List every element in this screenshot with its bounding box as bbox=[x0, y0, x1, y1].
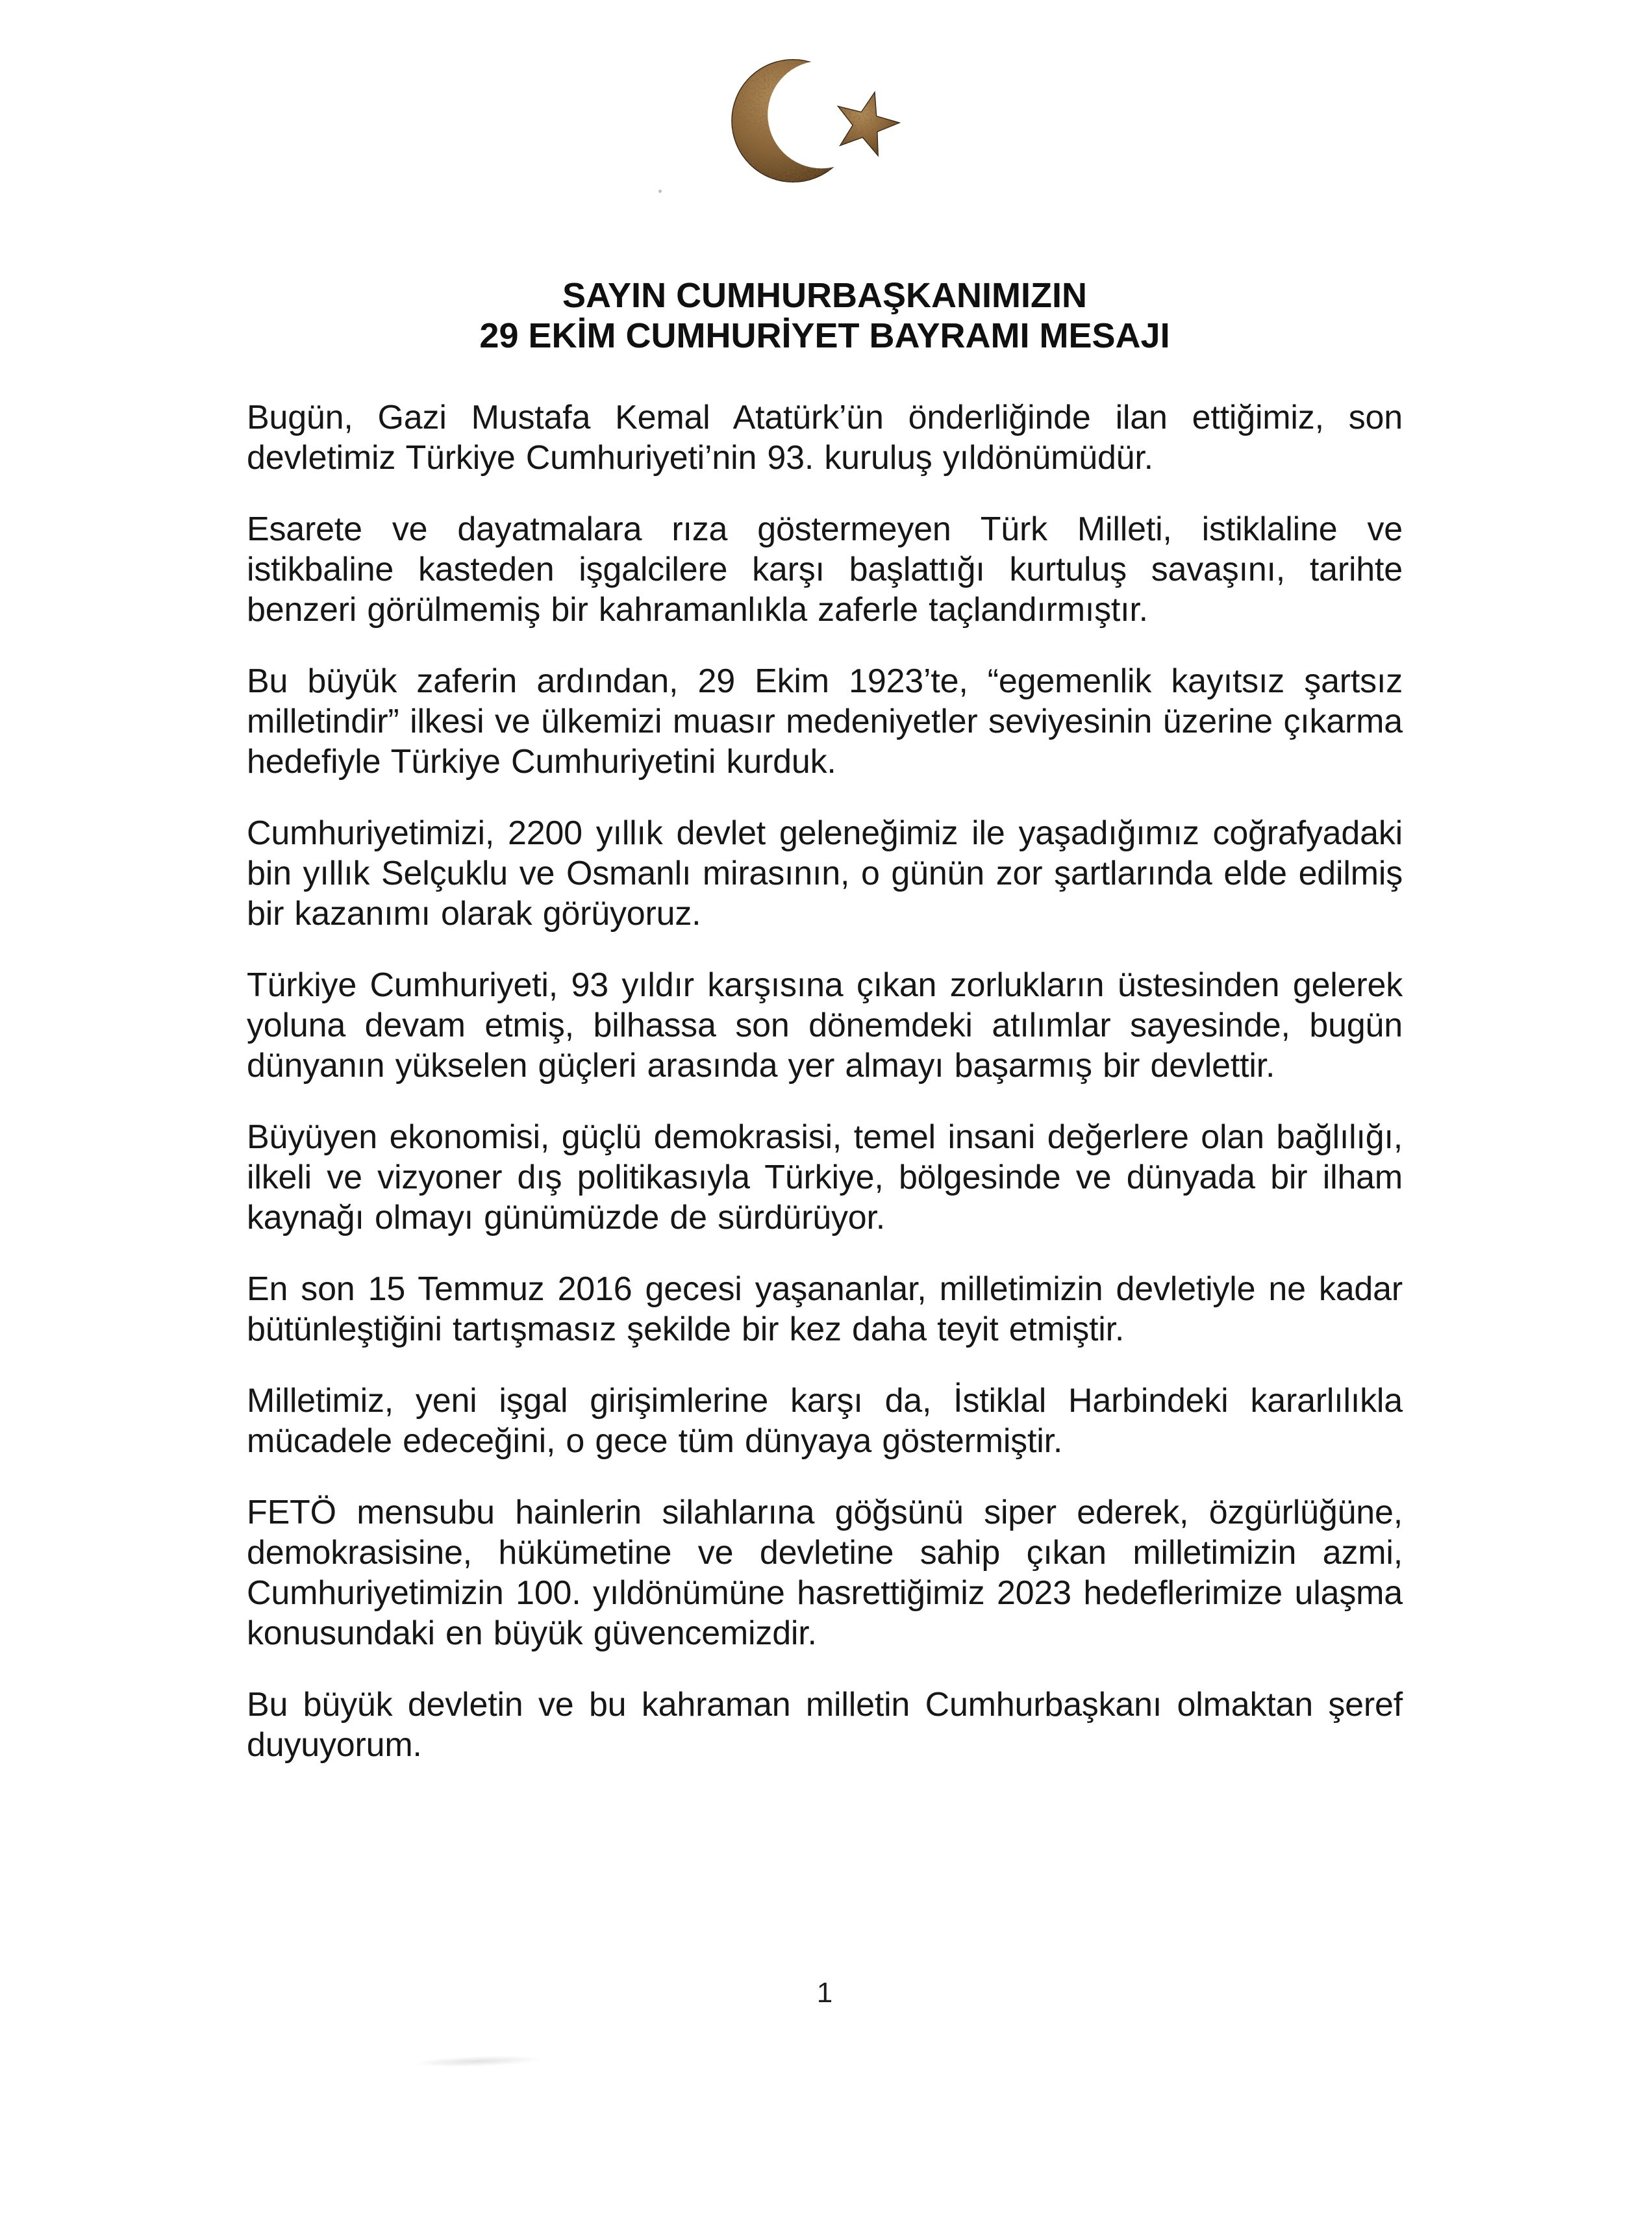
body-paragraph: Bugün, Gazi Mustafa Kemal Atatürk’ün önderliğinde ilan ettiğimiz, son devletimiz Türkiye Cumhuriyeti’nin 93. kuruluş yıldönümüdür. bbox=[247, 399, 1403, 477]
body-paragraph: En son 15 Temmuz 2016 gecesi yaşananlar, milletimizin devletiyle ne kadar bütünleştiğini tartışmasız şekilde bir kez daha teyit etmiştir. bbox=[247, 1270, 1403, 1348]
body-paragraph: Türkiye Cumhuriyeti, 93 yıldır karşısına çıkan zorlukların üstesinden gelerek yoluna devam etmiş, bilhassa son dönemdeki atılımlar sayesinde, bugün dünyanın yükselen güçleri arasında yer almayı başarmış bir devlettir. bbox=[247, 966, 1403, 1085]
scan-artifact-smudge bbox=[413, 2054, 543, 2069]
document-body bbox=[247, 397, 1403, 1796]
crescent-star-emblem-icon bbox=[731, 52, 901, 190]
body-paragraph: Büyüyen ekonomisi, güçlü demokrasisi, temel insani değerlere olan bağlılığı, ilkeli ve vizyoner dış politikasıyla Türkiye, bölgesinde ve dünyada bir ilham kaynağı olmayı günümüzde de sürdürüyor. bbox=[247, 1118, 1403, 1236]
scan-artifact-speck bbox=[658, 190, 662, 193]
body-paragraph: Bu büyük zaferin ardından, 29 Ekim 1923’te, “egemenlik kayıtsız şartsız milletindir” ilkesi ve ülkemizi muasır medeniyetler seviyesinin üzerine çıkarma hedefiyle Türkiye Cumhuriyetini kurduk. bbox=[247, 662, 1403, 781]
title-line-2: 29 EKİM CUMHURİYET BAYRAMI MESAJI bbox=[479, 316, 1170, 355]
body-paragraph: Milletimiz, yeni işgal girişimlerine karşı da, İstiklal Harbindeki kararlılıkla mücadele edeceğini, o gece tüm dünyaya göstermiştir. bbox=[247, 1382, 1403, 1460]
body-paragraph: Cumhuriyetimizi, 2200 yıllık devlet geleneğimiz ile yaşadığımız coğrafyadaki bin yıllık Selçuklu ve Osmanlı mirasının, o günün zor şartlarında elde edilmiş bir kazanımı olarak görüyoruz. bbox=[247, 814, 1403, 933]
title-line-1: SAYIN CUMHURBAŞKANIMIZIN bbox=[562, 276, 1088, 315]
body-paragraph: Bu büyük devletin ve bu kahraman milletin Cumhurbaşkanı olmaktan şeref duyuyorum. bbox=[247, 1686, 1403, 1764]
page-number: 1 bbox=[816, 1977, 833, 2009]
body-paragraph: Esarete ve dayatmalara rıza göstermeyen Türk Milleti, istiklaline ve istikbaline kasteden işgalcilere karşı başlattığı kurtuluş savaşını, tarihte benzeri görülmemiş bir kahramanlıkla zaferle taçlandırmıştır. bbox=[247, 510, 1403, 629]
document-title bbox=[247, 275, 1403, 356]
body-paragraph: FETÖ mensubu hainlerin silahlarına göğsünü siper ederek, özgürlüğüne, demokrasisine, hükümetine ve devletine sahip çıkan milletimizin azmi, Cumhuriyetimizin 100. yıldönümüne hasrettiğimiz 2023 hedeflerimize ulaşma konusundaki en büyük güvencemizdir. bbox=[247, 1494, 1403, 1652]
